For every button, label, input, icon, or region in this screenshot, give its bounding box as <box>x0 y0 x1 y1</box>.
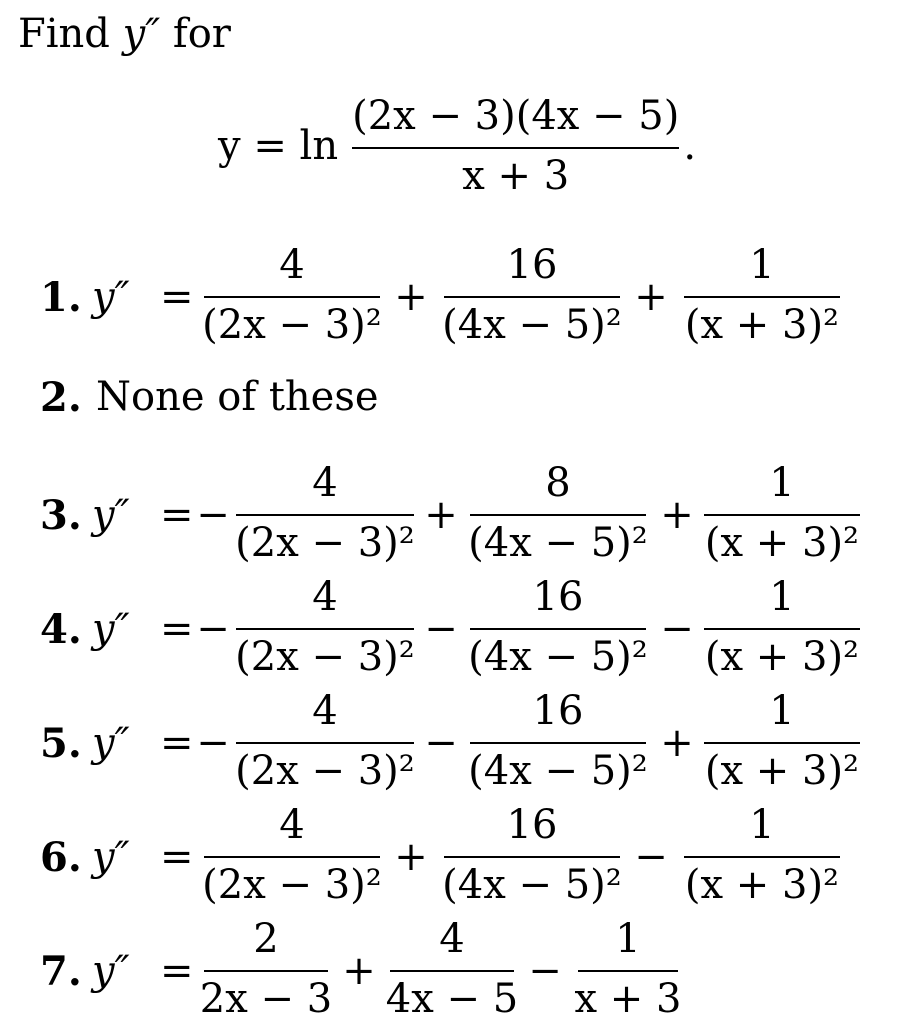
term-3-denominator: (x + 3)² <box>704 748 860 794</box>
term-2 <box>444 240 620 350</box>
fraction-bar <box>684 856 840 858</box>
term-2-denominator: (4x − 5)² <box>442 862 622 908</box>
term-3-denominator: (x + 3)² <box>684 302 840 348</box>
term-1 <box>236 572 414 682</box>
fraction-bar <box>470 628 646 630</box>
fraction-bar <box>236 742 414 744</box>
term-3-numerator: 1 <box>615 916 641 962</box>
term-3 <box>704 458 860 568</box>
term-3 <box>704 686 860 796</box>
fraction-bar <box>444 296 620 298</box>
fraction-bar <box>352 147 679 149</box>
main-equation <box>218 88 696 204</box>
option-lhs: y″ <box>92 274 130 320</box>
operator-2: + <box>424 492 458 538</box>
term-1 <box>204 240 380 350</box>
fraction-bar <box>578 970 678 972</box>
term-1 <box>204 800 380 910</box>
operator-2: − <box>424 720 458 766</box>
prompt-text: Find <box>18 11 110 57</box>
operator-3: − <box>634 834 668 880</box>
option-lhs: y″ <box>92 948 130 994</box>
term-1 <box>236 458 414 568</box>
term-1-numerator: 4 <box>312 574 338 620</box>
term-2-numerator: 16 <box>532 688 584 734</box>
main-equation-denominator: x + 3 <box>462 153 570 199</box>
option-number: 1. <box>40 274 82 321</box>
option-lhs: y″ <box>92 834 130 880</box>
term-3 <box>574 914 682 1024</box>
fraction-bar <box>236 514 414 516</box>
leading-sign: − <box>196 606 230 652</box>
term-2-numerator: 4 <box>439 916 465 962</box>
equals-sign: = <box>160 948 194 994</box>
equals-sign: = <box>160 492 194 538</box>
prompt-variable: y″ <box>122 11 161 57</box>
fraction-bar <box>470 514 646 516</box>
term-3-denominator: (x + 3)² <box>704 634 860 680</box>
option-lhs: y″ <box>92 720 130 766</box>
operator-3: − <box>528 948 562 994</box>
option-text: None of these <box>96 374 379 420</box>
main-equation-fraction <box>352 91 679 201</box>
term-2-denominator: (4x − 5)² <box>442 302 622 348</box>
option-lhs: y″ <box>92 606 130 652</box>
option-number: 5. <box>40 720 82 767</box>
term-2-denominator: 4x − 5 <box>385 976 519 1022</box>
operator-3: + <box>634 274 668 320</box>
term-1-numerator: 4 <box>279 802 305 848</box>
term-3-numerator: 1 <box>769 574 795 620</box>
option-number: 7. <box>40 948 82 995</box>
term-2-numerator: 16 <box>506 242 558 288</box>
term-1-denominator: 2x − 3 <box>199 976 333 1022</box>
fraction-bar <box>704 514 860 516</box>
prompt-suffix: for <box>172 11 231 57</box>
fraction-bar <box>684 296 840 298</box>
term-1 <box>236 686 414 796</box>
equals-sign: = <box>160 720 194 766</box>
term-3-numerator: 1 <box>749 802 775 848</box>
term-3-numerator: 1 <box>769 460 795 506</box>
operator-2: + <box>342 948 376 994</box>
operator-2: + <box>394 274 428 320</box>
term-3 <box>684 240 840 350</box>
option-number: 4. <box>40 606 82 653</box>
term-3 <box>684 800 840 910</box>
fraction-bar <box>704 628 860 630</box>
term-1-numerator: 4 <box>312 460 338 506</box>
option-number: 3. <box>40 492 82 539</box>
term-1-denominator: (2x − 3)² <box>202 302 382 348</box>
operator-3: + <box>660 720 694 766</box>
term-1-denominator: (2x − 3)² <box>235 634 415 680</box>
operator-2: − <box>424 606 458 652</box>
term-1 <box>199 914 333 1024</box>
equals-sign: = <box>160 606 194 652</box>
term-2 <box>470 572 646 682</box>
problem-prompt <box>18 8 231 60</box>
term-1-denominator: (2x − 3)² <box>202 862 382 908</box>
term-3-numerator: 1 <box>769 688 795 734</box>
term-1-numerator: 4 <box>312 688 338 734</box>
main-equation-lhs: y = ln <box>218 123 339 169</box>
fraction-bar <box>236 628 414 630</box>
fraction-bar <box>444 856 620 858</box>
operator-3: − <box>660 606 694 652</box>
option-number: 6. <box>40 834 82 881</box>
term-2 <box>385 914 519 1024</box>
term-2-denominator: (4x − 5)² <box>468 634 648 680</box>
term-2-denominator: (4x − 5)² <box>468 520 648 566</box>
term-3-denominator: (x + 3)² <box>704 520 860 566</box>
operator-2: + <box>394 834 428 880</box>
term-2 <box>470 686 646 796</box>
operator-3: + <box>660 492 694 538</box>
equals-sign: = <box>160 834 194 880</box>
term-2-numerator: 16 <box>506 802 558 848</box>
term-3-denominator: x + 3 <box>574 976 682 1022</box>
term-2 <box>470 458 646 568</box>
fraction-bar <box>204 296 380 298</box>
term-3 <box>704 572 860 682</box>
term-1-numerator: 2 <box>253 916 279 962</box>
term-2-numerator: 16 <box>532 574 584 620</box>
option-number: 2. <box>40 374 82 421</box>
option-lhs: y″ <box>92 492 130 538</box>
term-3-denominator: (x + 3)² <box>684 862 840 908</box>
term-1-numerator: 4 <box>279 242 305 288</box>
term-2-numerator: 8 <box>545 460 571 506</box>
term-1-denominator: (2x − 3)² <box>235 748 415 794</box>
main-equation-numerator: (2x − 3)(4x − 5) <box>352 93 680 139</box>
term-3-numerator: 1 <box>749 242 775 288</box>
term-2-denominator: (4x − 5)² <box>468 748 648 794</box>
main-equation-period: . <box>683 123 697 169</box>
fraction-bar <box>470 742 646 744</box>
term-2 <box>444 800 620 910</box>
term-1-denominator: (2x − 3)² <box>235 520 415 566</box>
fraction-bar <box>704 742 860 744</box>
fraction-bar <box>204 970 328 972</box>
leading-sign: − <box>196 720 230 766</box>
fraction-bar <box>390 970 514 972</box>
fraction-bar <box>204 856 380 858</box>
leading-sign: − <box>196 492 230 538</box>
equals-sign: = <box>160 274 194 320</box>
